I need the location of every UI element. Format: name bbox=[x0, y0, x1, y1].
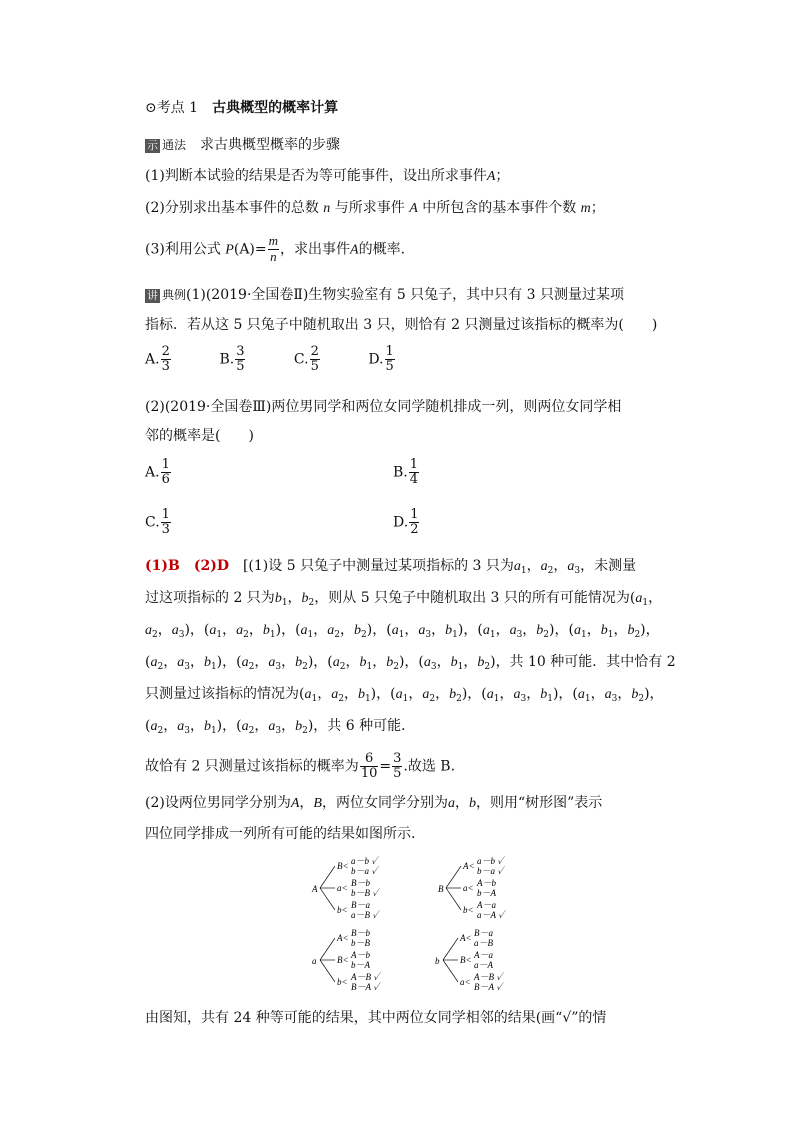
tree-A bbox=[311, 856, 380, 920]
q2-option-d: D. $\frac{1}{2}$ bbox=[393, 507, 419, 537]
q1-option-b: B. $\frac{3}{5}$ bbox=[219, 344, 245, 374]
kaodian-heading: ⊙考点 1 古典概型的概率计算 bbox=[145, 100, 339, 116]
kaodian-marker-icon: ⊙ bbox=[145, 100, 157, 116]
example-q2-line2: 邻的概率是( ) bbox=[145, 428, 254, 444]
svg-text:b－a ✓: b－a ✓ bbox=[477, 866, 504, 876]
svg-text:a<: a< bbox=[460, 977, 471, 987]
svg-text:A－a: A－a bbox=[474, 950, 493, 960]
tree-b bbox=[435, 928, 504, 992]
method-heading: 示 通法 求古典概型概率的步骤 bbox=[147, 137, 341, 153]
part2-line1: (2)设两位男同学分别为A，B，两位女同学分别为a，b，则用“树形图”表示 bbox=[145, 795, 603, 811]
answer-line-5: 只测量过该指标的情况为($a_1$，$a_2$，$b_1$)，($a_1$，$a_2$，$b_2$)，($a_1$，$a_3$，$b_1$)，($a_1$，$a_3$，$b_2$)， bbox=[145, 686, 664, 704]
svg-text:A－B ✓: A－B ✓ bbox=[351, 972, 380, 982]
svg-text:b－B: b－B bbox=[351, 938, 370, 948]
method-tag-icon: 示 bbox=[147, 139, 158, 152]
part2-line2: 四位同学排成一列所有可能的结果如图所示. bbox=[145, 826, 416, 842]
q1-option-a: A. $\frac{2}{3}$ bbox=[145, 344, 170, 374]
svg-text:B－b: B－b bbox=[351, 878, 370, 888]
step-3: (3)利用公式 P(A)= $\frac{m}{n}$ ，求出事件A的概率. bbox=[145, 233, 406, 264]
svg-text:a－b ✓: a－b ✓ bbox=[351, 856, 378, 866]
answer-conclusion: 故恰有 2 只测量过该指标的概率为 $\frac{6}{10}$ = $\frac{3}{5}$ .故选 B. bbox=[145, 751, 456, 781]
answer-line-2: 过这项指标的 2 只为$b_1$，$b_2$，则从 5 只兔子中随机取出 3 只的所有可能情况为($a_1$， bbox=[145, 590, 663, 608]
svg-text:a<: a< bbox=[463, 883, 474, 893]
svg-text:a: a bbox=[312, 956, 317, 966]
last-line: 由图知，共有 24 种等可能的结果，其中两位女同学相邻的结果(画“√”的情 bbox=[145, 1010, 607, 1026]
svg-text:a－B: a－B bbox=[474, 938, 493, 948]
svg-text:B－A ✓: B－A ✓ bbox=[474, 982, 502, 992]
q1-options bbox=[145, 345, 438, 374]
svg-text:A<: A< bbox=[337, 933, 349, 943]
svg-text:A<: A< bbox=[463, 861, 475, 871]
svg-text:B<: B< bbox=[337, 861, 349, 871]
q2-option-b: B. $\frac{1}{4}$ bbox=[393, 457, 419, 487]
svg-text:B<: B< bbox=[460, 955, 472, 965]
svg-text:a<: a< bbox=[337, 883, 348, 893]
step-1: (1)判断本试验的结果是否为等可能事件，设出所求事件A； bbox=[145, 168, 510, 184]
q2-option-a: A. $\frac{1}{6}$ bbox=[145, 457, 170, 487]
answer-line-3: $a_2$，$a_3$)，($a_1$，$a_2$，$b_1$)，($a_1$，$a_2$，$b_2$)，($a_1$，$a_3$，$b_1$)，($a_1$，$a_3$，$b_2$)，($a_1$，$b_1$，$b_2$)， bbox=[145, 622, 660, 640]
example-q2-line1: (2)(2019·全国卷Ⅲ)两位男同学和两位女同学随机排成一列，则两位女同学相 bbox=[145, 399, 622, 415]
svg-text:B<: B< bbox=[337, 955, 349, 965]
svg-text:b: b bbox=[435, 956, 440, 966]
q2-option-c: C. $\frac{1}{3}$ bbox=[145, 507, 170, 537]
svg-text:A－B ✓: A－B ✓ bbox=[474, 972, 503, 982]
svg-text:a－A ✓: a－A ✓ bbox=[477, 910, 504, 920]
svg-text:B－A ✓: B－A ✓ bbox=[351, 982, 379, 992]
svg-text:A<: A< bbox=[460, 933, 472, 943]
svg-text:B－b: B－b bbox=[351, 928, 370, 938]
example-q1-line1: 讲 典例(1)(2019·全国卷Ⅱ)生物实验室有 5 只兔子，其中只有 3 只测量过某项 bbox=[147, 287, 624, 303]
step-2: (2)分别求出基本事件的总数 n 与所求事件 A 中所包含的基本事件个数 m； bbox=[145, 200, 605, 216]
svg-text:B: B bbox=[438, 884, 444, 894]
svg-text:b<: b< bbox=[463, 905, 474, 915]
svg-text:A－a: A－a bbox=[477, 900, 496, 910]
svg-text:b<: b< bbox=[337, 977, 348, 987]
example-q1-line2: 指标．若从这 5 只兔子中随机取出 3 只，则恰有 2 只测量过该指标的概率为( ) bbox=[145, 317, 658, 333]
svg-text:A－b: A－b bbox=[477, 878, 496, 888]
svg-text:b－A: b－A bbox=[477, 888, 496, 898]
example-tag-icon: 讲 bbox=[147, 289, 158, 302]
svg-text:a－b ✓: a－b ✓ bbox=[477, 856, 504, 866]
svg-text:B－a: B－a bbox=[351, 900, 370, 910]
svg-text:B－a: B－a bbox=[474, 928, 493, 938]
svg-text:b－A: b－A bbox=[351, 960, 370, 970]
tree-a bbox=[312, 928, 381, 992]
method-title: 求古典概型概率的步骤 bbox=[200, 137, 341, 153]
svg-text:b<: b< bbox=[337, 905, 348, 915]
q1-option-c: C. $\frac{2}{5}$ bbox=[293, 344, 319, 374]
svg-text:a－B ✓: a－B ✓ bbox=[351, 910, 379, 920]
tree-diagram bbox=[300, 852, 540, 1002]
answer-line-4: ($a_2$，$a_3$，$b_1$)，($a_2$，$a_3$，$b_2$)，($a_2$，$b_1$，$b_2$)，($a_3$，$b_1$，$b_2$)，共 10 种可能．其中恰有 2 bbox=[145, 654, 676, 672]
tree-B bbox=[438, 856, 506, 920]
formula-fraction: $\frac{m}{n}$ bbox=[268, 233, 279, 264]
answer-line-6: ($a_2$，$a_3$，$b_1$)，($a_2$，$a_3$，$b_2$)，共 6 种可能． bbox=[145, 718, 416, 736]
svg-text:b－B ✓: b－B ✓ bbox=[351, 888, 379, 898]
svg-text:b－a ✓: b－a ✓ bbox=[351, 866, 378, 876]
answer-line-1: (1)B (2)D [(1)设 5 只兔子中测量过某项指标的 3 只为$a_1$，$a_2$，$a_3$，未测量 bbox=[145, 558, 637, 576]
q1-option-d: D. $\frac{1}{5}$ bbox=[368, 344, 394, 374]
svg-text:A－b: A－b bbox=[351, 950, 370, 960]
svg-text:A: A bbox=[312, 884, 318, 894]
svg-text:a－A: a－A bbox=[474, 960, 493, 970]
